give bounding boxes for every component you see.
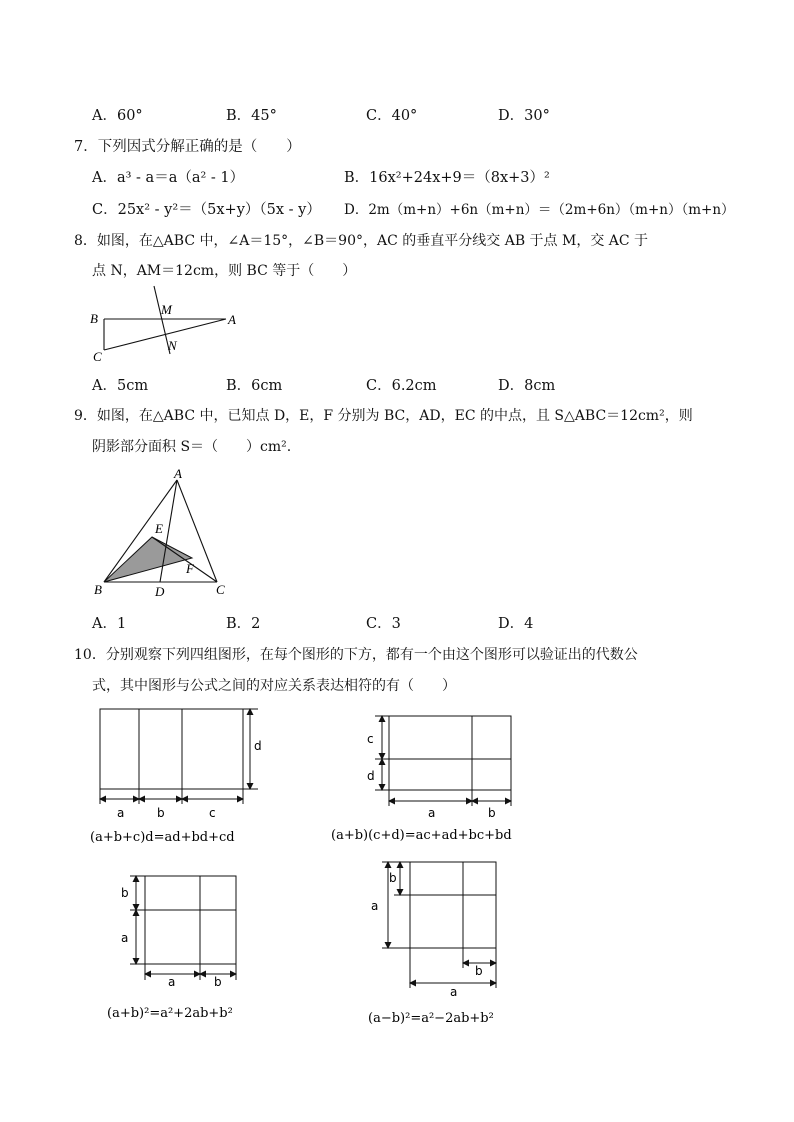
- fig1-formula: (a+b+c)d=ad+bd+cd: [90, 830, 235, 845]
- fig4-label-a: a: [371, 899, 379, 913]
- q9-option-a: A．1: [92, 616, 127, 632]
- fig2-label-b: b: [488, 806, 496, 820]
- q9-stem-line1: 9．如图，在△ABC 中，已知点 D，E，F 分别为 BC，AD，EC 的中点，且 S△ABC＝12cm²，则: [74, 408, 693, 424]
- q7-option-a: A．a³ - a＝a（a² - 1）: [92, 170, 245, 186]
- q6-option-c: C．40°: [366, 108, 418, 124]
- fig3-label-a: a: [121, 931, 129, 945]
- fig2-label-a: a: [428, 806, 436, 820]
- label-a: A: [174, 466, 182, 481]
- label-b: B: [94, 582, 102, 597]
- fig1-label-a: a: [117, 806, 125, 820]
- q8-stem-line2: 点 N，AM＝12cm，则 BC 等于（ ）: [92, 263, 357, 279]
- q7-stem: 7．下列因式分解正确的是（ ）: [74, 139, 301, 155]
- q10-stem-line1: 10．分别观察下列四组图形，在每个图形的下方，都有一个由这个图形可以验证出的代数公: [74, 647, 638, 663]
- q6-option-b: B．45°: [226, 108, 277, 124]
- fig3-square-grid: [130, 876, 236, 980]
- fig3-label-b-bottom: b: [214, 975, 222, 989]
- q8-option-d: D．8cm: [498, 378, 556, 394]
- fig2-rectangle-grid: [375, 716, 511, 806]
- fig3-label-a-bottom: a: [168, 975, 176, 989]
- q9-triangle-figure: [90, 466, 240, 602]
- q8-option-b: B．6cm: [226, 378, 283, 394]
- fig3-formula: (a+b)²=a²+2ab+b²: [107, 1006, 233, 1021]
- fig1-label-d: d: [254, 739, 262, 753]
- q8-option-c: C．6.2cm: [366, 378, 437, 394]
- q7-option-c: C．25x² - y²＝（5x+y）（5x - y）: [92, 202, 321, 218]
- label-a: A: [228, 312, 236, 327]
- label-d: D: [155, 584, 165, 599]
- fig3-label-b: b: [121, 886, 129, 900]
- fig1-label-c: c: [209, 806, 216, 820]
- shaded-triangle-bef: [104, 537, 192, 582]
- fig4-label-b-bottom: b: [475, 964, 483, 978]
- q9-option-d: D．4: [498, 616, 534, 632]
- label-c: C: [216, 582, 225, 597]
- fig2-formula: (a+b)(c+d)=ac+ad+bc+bd: [331, 828, 512, 843]
- q7-option-d: D．2m（m+n）+6n（m+n）＝（2m+6n）（m+n）（m+n）: [344, 202, 735, 218]
- q10-stem-line2: 式，其中图形与公式之间的对应关系表达相符的有（ ）: [92, 678, 456, 694]
- q9-option-b: B．2: [226, 616, 261, 632]
- fig4-label-a-bottom: a: [450, 985, 458, 999]
- fig2-label-c: c: [367, 732, 374, 746]
- fig4-label-b: b: [389, 871, 397, 885]
- q7-option-b: B．16x²+24x+9＝（8x+3）²: [344, 170, 550, 186]
- label-f: F: [186, 561, 194, 576]
- label-n: N: [168, 338, 177, 353]
- fig1-label-b: b: [157, 806, 165, 820]
- fig2-label-d: d: [367, 769, 375, 783]
- label-m: M: [161, 302, 172, 317]
- label-b: B: [90, 311, 98, 326]
- q9-stem-line2: 阴影部分面积 S＝（ ）cm².: [92, 439, 292, 455]
- q8-stem-line1: 8．如图，在△ABC 中，∠A＝15°，∠B＝90°，AC 的垂直平分线交 AB 于点 M，交 AC 于: [74, 233, 649, 249]
- q6-option-d: D．30°: [498, 108, 550, 124]
- fig1-rectangle-grid: [100, 709, 258, 804]
- fig4-formula: (a−b)²=a²−2ab+b²: [368, 1011, 494, 1026]
- label-e: E: [155, 521, 163, 536]
- label-c: C: [93, 349, 102, 364]
- q10-figures: [0, 700, 794, 1040]
- q6-option-a: A．60°: [92, 108, 143, 124]
- q8-triangle-figure: [86, 282, 246, 366]
- q8-option-a: A．5cm: [92, 378, 149, 394]
- segment-ac: [177, 480, 217, 582]
- q9-option-c: C．3: [366, 616, 401, 632]
